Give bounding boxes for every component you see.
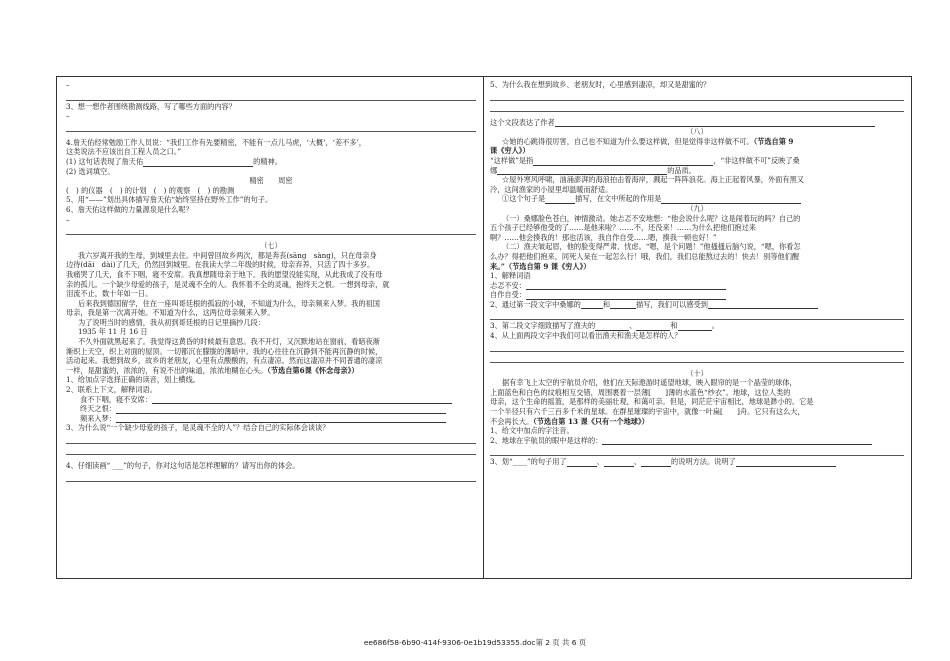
question-7-4: 4、仔细读画“ ___”的句子，你对这句话是怎样理解的？请写出你的体会。 [66,461,300,470]
answer-blank[interactable] [661,195,801,204]
word-choices: 精密 周密 [249,176,293,186]
answer-line [490,91,904,101]
question-10-1: 1、给文中加点的字注音。 [490,426,574,436]
passage-line: 啊？……他会揍我的！那也活该，我自作自受……嗯，揍我一顿也好！” [490,232,717,242]
word-item: 自作自受： [490,290,904,300]
answer-blank[interactable] [545,195,575,204]
passage-line: 冷，这间渔家的小屋里却温暖而舒适。 [490,184,613,194]
passage-line: ☆屋外寒风呼啸，汹涌澎湃的海浪拍击着海岸，溅起一阵阵浪花。海上正起着风暴，外面有黑又 [502,175,804,185]
question-5: 5、用“——”划出具体描写詹天佑“始终坚持在野外工作”的句子。 [66,195,273,205]
question-7-1: 1、给加点字选择正确的读音，划上横线。 [66,375,200,385]
answer-blank[interactable] [116,405,446,414]
passage-line: 母亲，我是第一次离开她。不知道为什么，这两位母亲频来入梦。 [66,308,275,318]
answer-blank[interactable] [555,118,875,127]
answer-line [490,446,904,456]
passage-line: 为了说明当时的感情，我从初到哥廷根的日记里摘抄几段： [78,317,265,327]
answer-blank[interactable] [610,300,636,309]
question-9-4: 4、从上面两段文字中我们可以看出渔夫和渔夫是怎样的人？ [490,331,682,341]
answer-blank[interactable] [602,436,872,445]
mark: – [66,80,70,89]
fill-blank[interactable] [143,158,253,167]
left-column [66,80,476,483]
answer-blank[interactable] [526,281,726,290]
passage-line: （二）渔夫皱起眉，他的脸变得严肃、忧虑。“嗯，是个问题！”他搔搔后脑勺说，“嗯，你看怎 [502,242,801,252]
source-note: （节选自第 13 课《只有一个地球》） [533,416,649,426]
answer-line [490,342,904,352]
answer-line [490,353,904,363]
mark: – [66,214,70,224]
question-r5: 5、为什么我在想到故乡、老朋友时，心里感到凄凉，却又是甜蜜的？ [490,80,711,89]
section-9-title: （九） [686,203,708,213]
passage-line: 不会再长大。（节选自第 13 课《只有一个地球》） [490,416,649,426]
word-item: 忐忑不安： [490,281,904,291]
passage-line: 娜 的品质。 [490,165,696,175]
question-9-3: 3、第二段文字细致描写了渔夫的 、 和 。 [490,321,719,331]
passage-line: 边待(dāi dài)了几天，仍然回到城里。在我读大学二年级的时候，母亲弃养，只活了四十多岁。 [66,260,375,270]
passage-line: 五个孩子已经够他受的了……是他来啦？……不，还没来！……为什么把他们抱过来 [490,223,756,233]
answer-line [490,102,904,112]
question-3: 3、想一想作者围绕勘测线路，写了哪些方面的内容？ [66,101,236,111]
word-item: 食不下咽，寝不安席： [66,395,476,405]
passage-line: 上面蓝色和白色的纹痕相互交错，周围裹着一层薄[ ]薄的水蓝色“纱衣”。地球，这位人类的 [490,387,791,397]
answer-blank[interactable] [533,157,713,166]
column-divider [483,76,484,579]
passage-line: 亲的孤儿。一个缺少母爱的孩子，是灵魂不全的人。我怀着不全的灵魂，抱终天之恨。一想到母亲，就 [66,279,390,289]
passage-line: 据有幸飞上太空的宇航员介绍，他们在天际遨游时遥望地球，映入眼帘的是一个晶莹的球体， [502,378,797,388]
answer-line [66,225,476,235]
passage-line: 不久外面就黑起来了。我觉得这黄昏的时候最有意思。我不开灯，又沉默地站在窗前，看暗夜渐 [78,337,380,347]
right-column [490,80,904,467]
answer-blank[interactable] [641,458,671,467]
question-4-1: (1) 这句话表现了詹天佑 的精神。 [66,156,282,166]
answer-blank[interactable] [678,322,712,331]
page-footer: ee686f58-6b90-414f-9306-0e1b19d53355.doc第 2 页 共 6 页 [363,638,587,647]
mark: – [66,111,70,121]
question-7-3: 3、为什么说“一个缺少母爱的孩子，是灵魂不全的人”？结合自己的实际体会谈谈？ [66,423,330,433]
question-9-2: 2、通过第一段文字中桑娜的 和 描写，我们可以感受到 [490,300,904,310]
source-note: 课《穷人》） [490,146,530,156]
question-4-intro: 4.詹天佑经常勉励工作人员说：“我们工作有先要精密，不能有一点儿马虎，‘大概’，‘差不多’， [66,137,366,147]
answer-blank[interactable] [736,458,836,467]
passage-line: 我痛哭了几天，食不下咽，寝不安席。我真想随母亲于地下。我的愿望没能实现，从此我成了没有母 [66,269,383,279]
passage-line: （一）桑娜脸色苍白，神情激动。她忐忑不安地想：“他会说什么呢？这是闹着玩的吗？自己的 [502,213,801,223]
passage-line: 泪流不止，数十年如一日。 [66,289,153,299]
question-4-intro-2: 这类说法不应该出自工程人员之口。” [66,147,182,157]
source-note: （节选自第6课《怀念母亲》） [267,365,359,375]
source-note: 来。”（节选自第 9 课《穷人》） [490,261,591,271]
answer-blank[interactable] [604,458,634,467]
passage-line: 么办？得把他们抱来，同死人呆在一起怎么行！哦，我们，我们总能熬过去的！快去！别等他们醒 [490,251,800,261]
answer-line [66,91,476,101]
passage-line: 后来我到德国留学，住在一座叫哥廷根的孤寂的小城，不知道为什么，母亲频来入梦。我的祖国 [78,298,380,308]
question-r5b: 这个文段表达了作者 [490,118,904,128]
answer-line [490,310,904,320]
answer-blank[interactable] [152,395,452,404]
passage-line: 一个半径只有六千三百多千米的星球。在群星璀璨的宇宙中，就像一叶扁[ ]舟。它只有这么大， [490,407,805,417]
answer-blank[interactable] [636,322,670,331]
section-7-title: （七） [260,241,282,251]
passage-line: 母亲，这个生命的摇篮，是那样的美丽壮观，和蔼可亲。但是，同茫茫宇宙相比，地球是渺小的。它是 [490,397,814,407]
fill-line: ( ) 的仪器 ( ) 的计划 ( ) 的观察 ( ) 的勘测 [66,185,235,195]
answer-blank[interactable] [567,458,597,467]
passage-line: ①这个句子是 描写，在文中所起的作用是 [490,194,904,204]
question-9-1: 1、解释词语 [490,271,531,281]
answer-blank[interactable] [526,291,726,300]
question-10-2: 2、地球在宇航员的眼中是这样的： [490,436,904,446]
answer-blank[interactable] [497,166,667,175]
question-10-3: 3、划“____”的句子用了 、 、 的说明方法。说明了 [490,457,904,467]
passage-line: 我六岁离开我的生母，到城里去住。中间曾回故乡两次，都是奔丧(sāng sàng)，只在母亲身 [78,250,377,260]
answer-line [66,122,476,132]
question-6: 6、詹天佑这样做的力量源泉是什么呢？ [66,204,193,214]
answer-blank[interactable] [581,300,603,309]
question-4-2: (2) 选词填空。 [66,166,115,176]
answer-line [66,445,476,455]
section-10-title: （十） [686,368,708,378]
passage-line: 渐织上天空，织上对面的屋顶。一切都沉在朦胧的薄暗中。我的心往往在沉静到不能再沉静的时候， [66,346,383,356]
diary-date: 1935 年 11 月 16 日 [78,327,148,337]
word-item: 终天之恨： [66,404,476,414]
answer-line [66,434,476,444]
passage-line: “这样做”是指 ，“非这样做不可”反映了桑 [490,155,800,165]
passage-line: ☆她的心跳得很厉害，自己也不知道为什么要这样做，但是觉得非这样做不可。（节选自第 9 [502,136,794,146]
answer-blank[interactable] [708,300,818,309]
passage-line: 一样，是甜蜜的，浓浓的，有说不出的味道，浓浓地糊在心头。（节选自第6课《怀念母亲》） [66,365,359,375]
word-item: 频来入梦： [66,414,476,424]
question-7-2: 2、联系上下文，解释词语。 [66,385,157,395]
section-8-title: （八） [686,127,708,137]
answer-blank[interactable] [116,414,446,423]
passage-line: 活动起来。我想到故乡，故乡的老朋友，心里有点酸酸的，有点凄凉。然而这凄凉并不同普通的凄凉 [66,356,383,366]
answer-line [66,472,476,482]
answer-blank[interactable] [595,322,629,331]
